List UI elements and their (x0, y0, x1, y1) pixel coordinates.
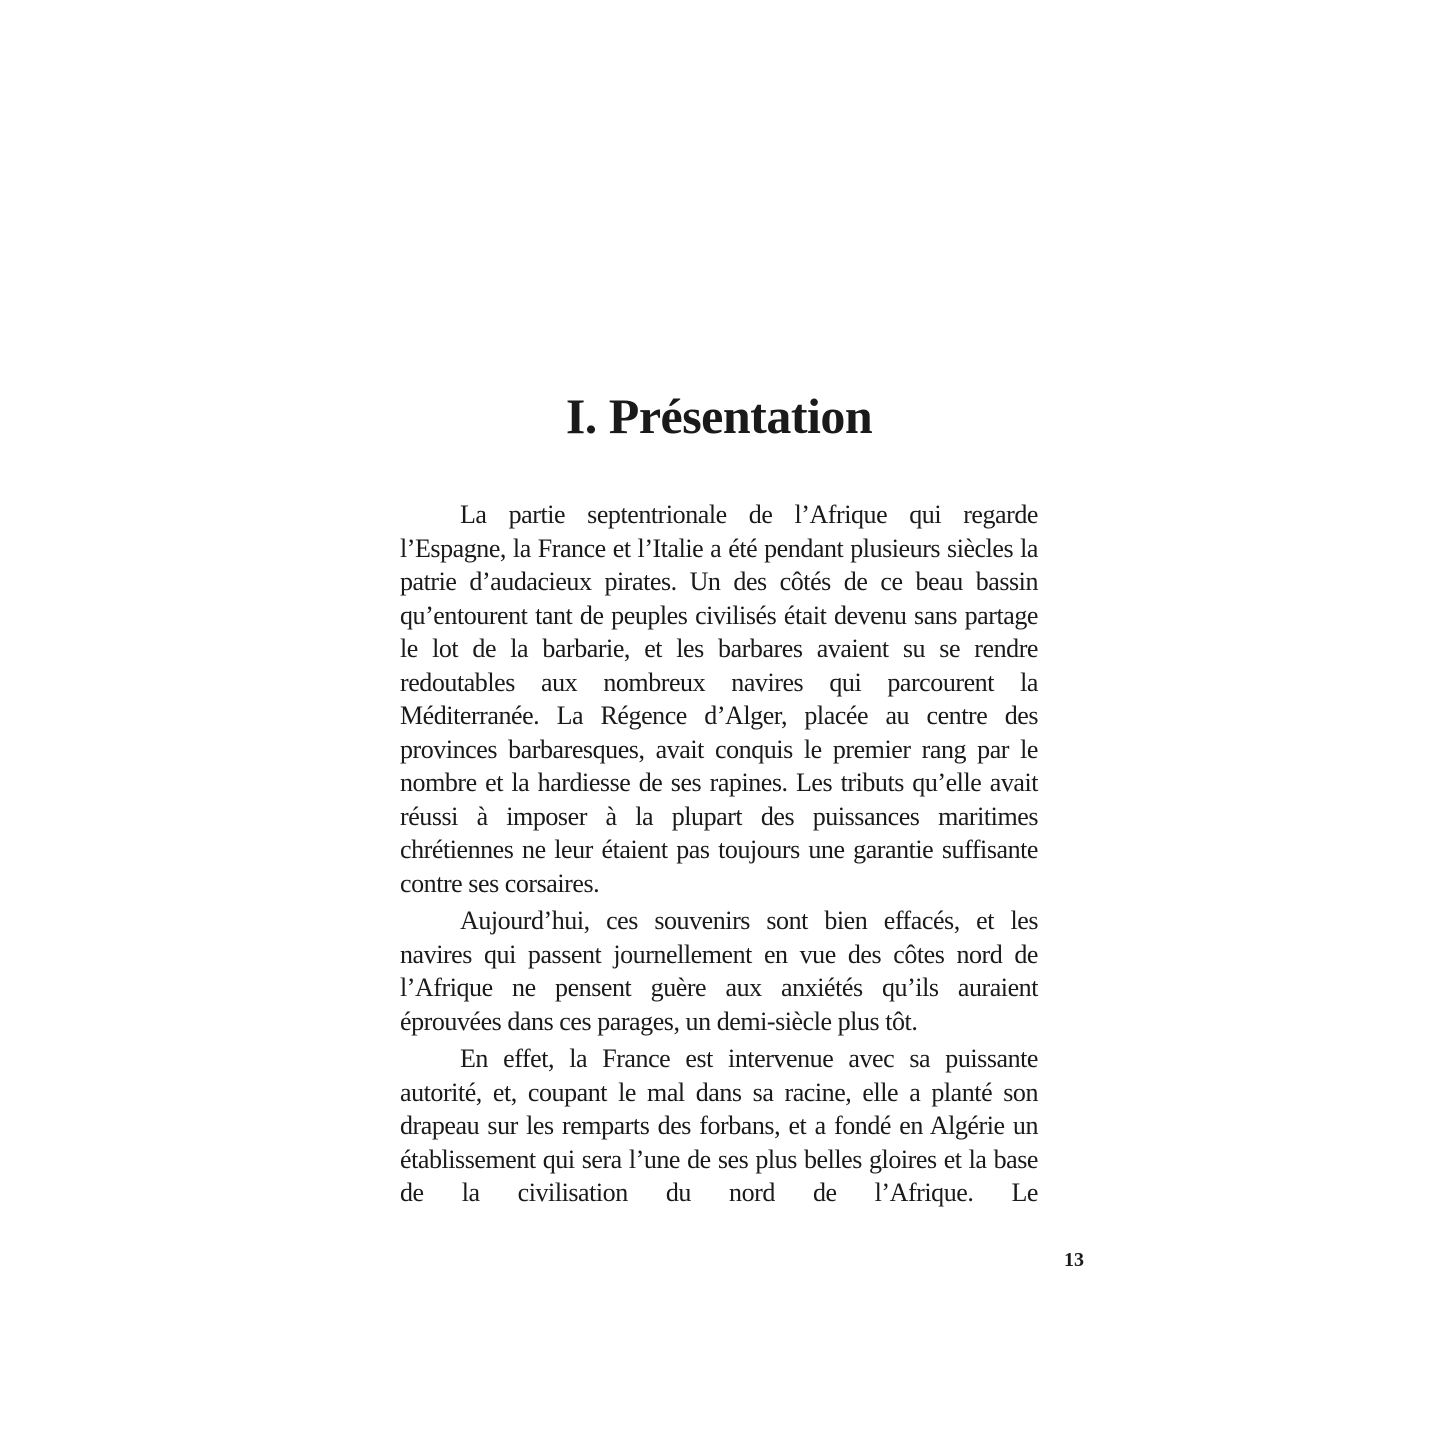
page-number: 13 (1064, 1249, 1084, 1271)
chapter-title: I. Présentation (565, 388, 873, 444)
paragraph: En effet, la France est intervenue avec sa puissante autorité, et, coupant le mal dans sa racine, elle a planté son drapeau sur les remparts des forbans, et a fondé en Algérie un établissement qui sera l’une de ses plus belles gloires et la base de la civilisation du nord de l’Afrique. Le (400, 1044, 1038, 1207)
paragraph: Aujourd’hui, ces souvenirs sont bien effacés, et les navires qui passent journellement en vue des côtes nord de l’Afrique ne pensent guère aux anxiétés qu’ils auraient éprouvées dans ces parages, un demi-siècle plus tôt. (400, 906, 1038, 1036)
paragraph: La partie septentrionale de l’Afrique qui regarde l’Espagne, la France et l’Italie a été pendant plusieurs siècles la patrie d’audacieux pirates. Un des côtés de ce beau bassin qu’entourent tant de peuples civilisés était devenu sans partage le lot de la barbarie, et les barbares avaient su se rendre redoutables aux nombreux navires qui parcourent la Méditerranée. La Régence d’Alger, placée au centre des provinces barbaresques, avait conquis le premier rang par le nombre et la hardiesse de ses rapines. Les tributs qu’elle avait réussi à imposer à la plupart des puissances maritimes chrétiennes ne leur étaient pas toujours une garantie suffisante contre ses corsaires. (400, 500, 1038, 898)
body-text (400, 498, 1038, 1210)
